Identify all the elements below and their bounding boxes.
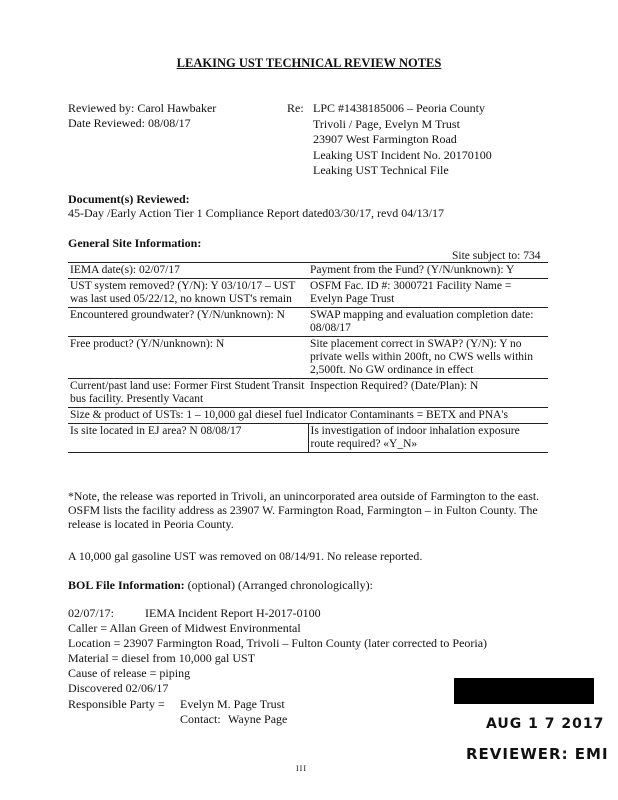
re-line: 23907 West Farmington Road bbox=[313, 132, 457, 146]
documents-heading: Document(s) Reviewed: bbox=[68, 192, 190, 206]
bol-date: 02/07/17: bbox=[68, 606, 115, 620]
re-line: LPC #1438185006 – Peoria County bbox=[313, 101, 486, 115]
general-heading: General Site Information: bbox=[68, 236, 202, 250]
re-label: Re: bbox=[287, 101, 304, 115]
party-value: Evelyn M. Page Trust bbox=[180, 697, 285, 711]
table-cell: Current/past land use: Former First Student Transit bus facility. Presently Vacant bbox=[70, 380, 305, 405]
reviewed-by: Reviewed by: Carol Hawbaker bbox=[68, 101, 217, 115]
bol-line: Cause of release = piping bbox=[68, 666, 191, 680]
table-row bbox=[68, 408, 548, 424]
table-cell: Free product? (Y/N/unknown): N bbox=[70, 338, 225, 350]
bol-line: Material = diesel from 10,000 gal UST bbox=[68, 651, 256, 665]
date-reviewed: Date Reviewed: 08/08/17 bbox=[68, 116, 191, 130]
contact-value: Wayne Page bbox=[228, 712, 288, 726]
table-cell: Inspection Required? (Date/Plan): N bbox=[310, 380, 479, 392]
re-line: Trivoli / Page, Evelyn M Trust bbox=[313, 116, 460, 131]
bol-heading-suffix: (optional) (Arranged chronologically): bbox=[187, 578, 373, 592]
documents-text: 45-Day /Early Action Tier 1 Compliance Report dated03/30/17, revd 04/13/17 bbox=[68, 206, 444, 220]
received-date-stamp: AUG 1 7 2017 bbox=[486, 716, 605, 732]
table-row bbox=[68, 279, 548, 308]
page-mark: III bbox=[296, 764, 307, 773]
bol-line: Location = 23907 Farmington Road, Trivoli – Fulton County (later corrected to Peoria) bbox=[68, 636, 488, 650]
page-title: LEAKING UST TECHNICAL REVIEW NOTES bbox=[176, 56, 442, 70]
table-cell: SWAP mapping and evaluation completion date: 08/08/17 bbox=[310, 309, 534, 334]
table-row bbox=[68, 424, 548, 453]
gasoline-note: A 10,000 gal gasoline UST was removed on 08/14/91. No release reported. bbox=[68, 549, 423, 563]
table-cell: Is investigation of indoor inhalation exposure route required? «Y_N» bbox=[308, 424, 548, 453]
bol-details bbox=[68, 621, 487, 696]
re-line: Leaking UST Incident No. 20170100 bbox=[313, 147, 492, 162]
contact-label: Contact: bbox=[180, 712, 221, 726]
table-row bbox=[68, 308, 548, 337]
redaction-box bbox=[454, 678, 594, 704]
release-note: *Note, the release was reported in Trivoli, an unincorporated area outside of Farmington to the east. OSFM lists the facility address as 23907 W. Farmington Road, Farmington – in Fulton County. The release is located in Peoria County. bbox=[68, 489, 540, 531]
party-label: Responsible Party = bbox=[68, 697, 165, 711]
table-cell: IEMA date(s): 02/07/17 bbox=[70, 264, 180, 276]
site-info-table bbox=[68, 262, 548, 453]
table-cell: Encountered groundwater? (Y/N/unknown): N bbox=[70, 309, 285, 321]
bol-line: Caller = Allan Green of Midwest Environmental bbox=[68, 621, 301, 635]
bol-report: IEMA Incident Report H-2017-0100 bbox=[145, 606, 321, 620]
site-subject: Site subject to: 734 bbox=[452, 250, 541, 262]
table-cell: Payment from the Fund? (Y/N/unknown): Y bbox=[310, 264, 515, 276]
table-cell: Is site located in EJ area? N 08/08/17 bbox=[70, 425, 242, 437]
bol-line: Discovered 02/06/17 bbox=[68, 681, 169, 695]
re-block bbox=[313, 101, 492, 179]
table-row bbox=[68, 263, 548, 279]
re-line: Leaking UST Technical File bbox=[313, 163, 449, 177]
bol-heading: BOL File Information: bbox=[68, 578, 185, 592]
table-cell: OSFM Fac. ID #: 3000721 Facility Name = Evelyn Page Trust bbox=[310, 280, 512, 305]
reviewer-stamp: REVIEWER: EMI bbox=[466, 745, 609, 763]
table-cell: Site placement correct in SWAP? (Y/N): Y no private wells within 200ft, no CWS wells within 2,500ft. No GW ordinance in effect bbox=[310, 338, 533, 376]
table-row bbox=[68, 379, 548, 408]
table-row bbox=[68, 337, 548, 379]
bol-heading-line bbox=[68, 578, 373, 592]
table-cell: Size & product of USTs: 1 – 10,000 gal diesel fuel Indicator Contaminants = BETX and PNA's bbox=[70, 409, 508, 421]
table-cell: UST system removed? (Y/N): Y 03/10/17 – UST was last used 05/22/12, no known UST's remain bbox=[70, 280, 296, 305]
